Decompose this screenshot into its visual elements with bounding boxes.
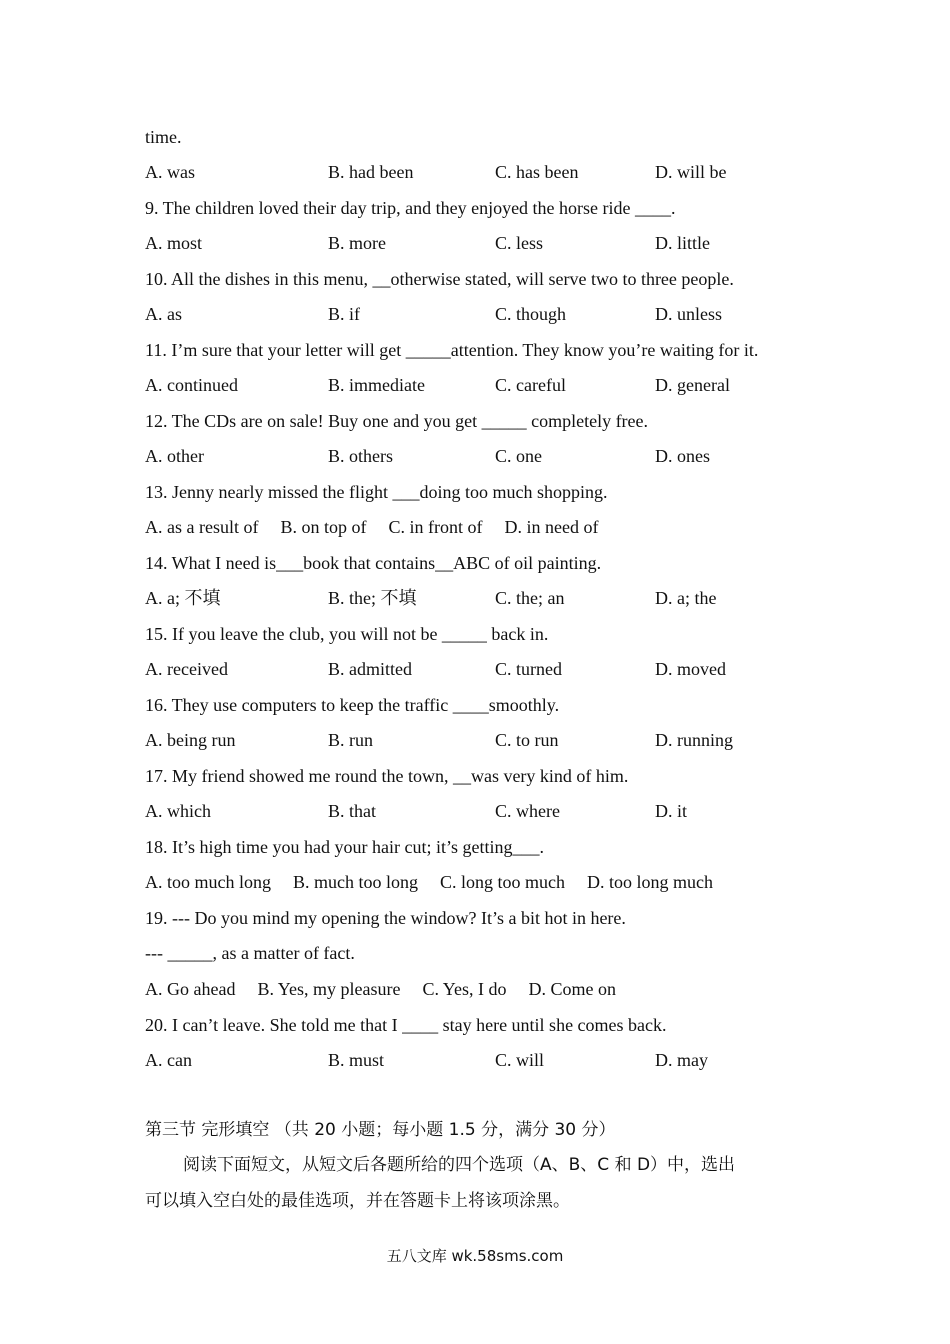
question-19-options xyxy=(145,977,638,1001)
option-c: C. has been xyxy=(495,162,579,182)
question-12-stem: 12. The CDs are on sale! Buy one and you get _____ completely free. xyxy=(145,411,649,431)
question-18-stem: 18. It’s high time you had your hair cut; it’s getting___. xyxy=(145,837,544,857)
question-19-response: --- _____, as a matter of fact. xyxy=(145,943,355,963)
option-c: C. where xyxy=(495,801,560,821)
question-9-stem: 9. The children loved their day trip, and they enjoyed the horse ride ____. xyxy=(145,198,676,218)
option-d: D. will be xyxy=(655,162,727,182)
option-d: D. Come on xyxy=(528,979,616,999)
option-a: A. as xyxy=(145,304,182,324)
option-a: A. being run xyxy=(145,730,236,750)
option-d: D. running xyxy=(655,730,733,750)
question-20-options xyxy=(145,1048,825,1072)
question-14-stem: 14. What I need is___book that contains__ABC of oil painting. xyxy=(145,553,602,573)
option-c: C. in front of xyxy=(388,517,483,537)
option-b: B. that xyxy=(328,801,376,821)
option-a: A. can xyxy=(145,1050,192,1070)
option-c: C. less xyxy=(495,233,544,253)
option-a: A. continued xyxy=(145,375,238,395)
option-a: A. received xyxy=(145,659,228,679)
question-13-stem: 13. Jenny nearly missed the flight ___doing too much shopping. xyxy=(145,482,608,502)
option-c: C. one xyxy=(495,446,542,466)
option-b: B. run xyxy=(328,730,373,750)
option-d: D. moved xyxy=(655,659,726,679)
option-a: A. a; 不填 xyxy=(145,588,221,608)
option-c: C. Yes, I do xyxy=(422,979,507,999)
option-c: C. will xyxy=(495,1050,545,1070)
option-c: C. the; an xyxy=(495,588,565,608)
option-b: B. if xyxy=(328,304,361,324)
question-15-stem: 15. If you leave the club, you will not be _____ back in. xyxy=(145,624,549,644)
question-10-stem: 10. All the dishes in this menu, __otherwise stated, will serve two to three people. xyxy=(145,269,734,289)
option-c: C. turned xyxy=(495,659,562,679)
question-14-options xyxy=(145,586,825,610)
option-d: D. little xyxy=(655,233,710,253)
option-b: B. admitted xyxy=(328,659,412,679)
option-b: B. on top of xyxy=(280,517,367,537)
option-a: A. Go ahead xyxy=(145,979,236,999)
option-b: B. others xyxy=(328,446,393,466)
option-d: D. may xyxy=(655,1050,708,1070)
option-d: D. it xyxy=(655,801,688,821)
question-17-stem: 17. My friend showed me round the town, __was very kind of him. xyxy=(145,766,629,786)
option-c: C. long too much xyxy=(440,872,565,892)
section-heading: 第三节 完形填空 （共 20 小题；每小题 1.5 分，满分 30 分） xyxy=(145,1120,616,1140)
option-b: B. Yes, my pleasure xyxy=(257,979,401,999)
page-footer: 五八文库 wk.58sms.com xyxy=(386,1247,564,1265)
option-c: C. to run xyxy=(495,730,559,750)
option-d: D. general xyxy=(655,375,730,395)
option-a: A. which xyxy=(145,801,211,821)
question-20-stem: 20. I can’t leave. She told me that I ____ stay here until she comes back. xyxy=(145,1015,667,1035)
option-d: D. too long much xyxy=(587,872,713,892)
section-instruction-line-2: 可以填入空白处的最佳选项，并在答题卡上将该项涂黑。 xyxy=(145,1191,570,1211)
question-11-options xyxy=(145,373,825,397)
question-16-options xyxy=(145,728,825,752)
option-b: B. more xyxy=(328,233,386,253)
option-c: C. careful xyxy=(495,375,566,395)
option-b: B. must xyxy=(328,1050,385,1070)
question-15-options xyxy=(145,657,825,681)
section-instruction-line-1: 阅读下面短文，从短文后各题所给的四个选项（A、B、C 和 D）中，选出 xyxy=(183,1155,736,1175)
option-d: D. unless xyxy=(655,304,722,324)
option-b: B. much too long xyxy=(293,872,418,892)
option-a: A. other xyxy=(145,446,204,466)
question-19-stem: 19. --- Do you mind my opening the window? It’s a bit hot in here. xyxy=(145,908,626,928)
option-a: A. most xyxy=(145,233,203,253)
question-10-options xyxy=(145,302,825,326)
option-a: A. too much long xyxy=(145,872,271,892)
question-8-options xyxy=(145,160,825,184)
option-c: C. though xyxy=(495,304,567,324)
option-b: B. immediate xyxy=(328,375,425,395)
question-16-stem: 16. They use computers to keep the traffic ____smoothly. xyxy=(145,695,560,715)
question-11-stem: 11. I’m sure that your letter will get _____attention. They know you’re waiting for it. xyxy=(145,340,759,360)
option-a: A. as a result of xyxy=(145,517,259,537)
question-17-options xyxy=(145,799,825,823)
option-a: A. was xyxy=(145,162,195,182)
question-8-stem-tail: time. xyxy=(145,127,182,147)
option-b: B. the; 不填 xyxy=(328,588,417,608)
option-d: D. ones xyxy=(655,446,710,466)
question-13-options xyxy=(145,515,620,539)
question-12-options xyxy=(145,444,825,468)
option-b: B. had been xyxy=(328,162,414,182)
question-9-options xyxy=(145,231,825,255)
question-18-options xyxy=(145,870,735,894)
option-d: D. in need of xyxy=(504,517,599,537)
option-d: D. a; the xyxy=(655,588,717,608)
